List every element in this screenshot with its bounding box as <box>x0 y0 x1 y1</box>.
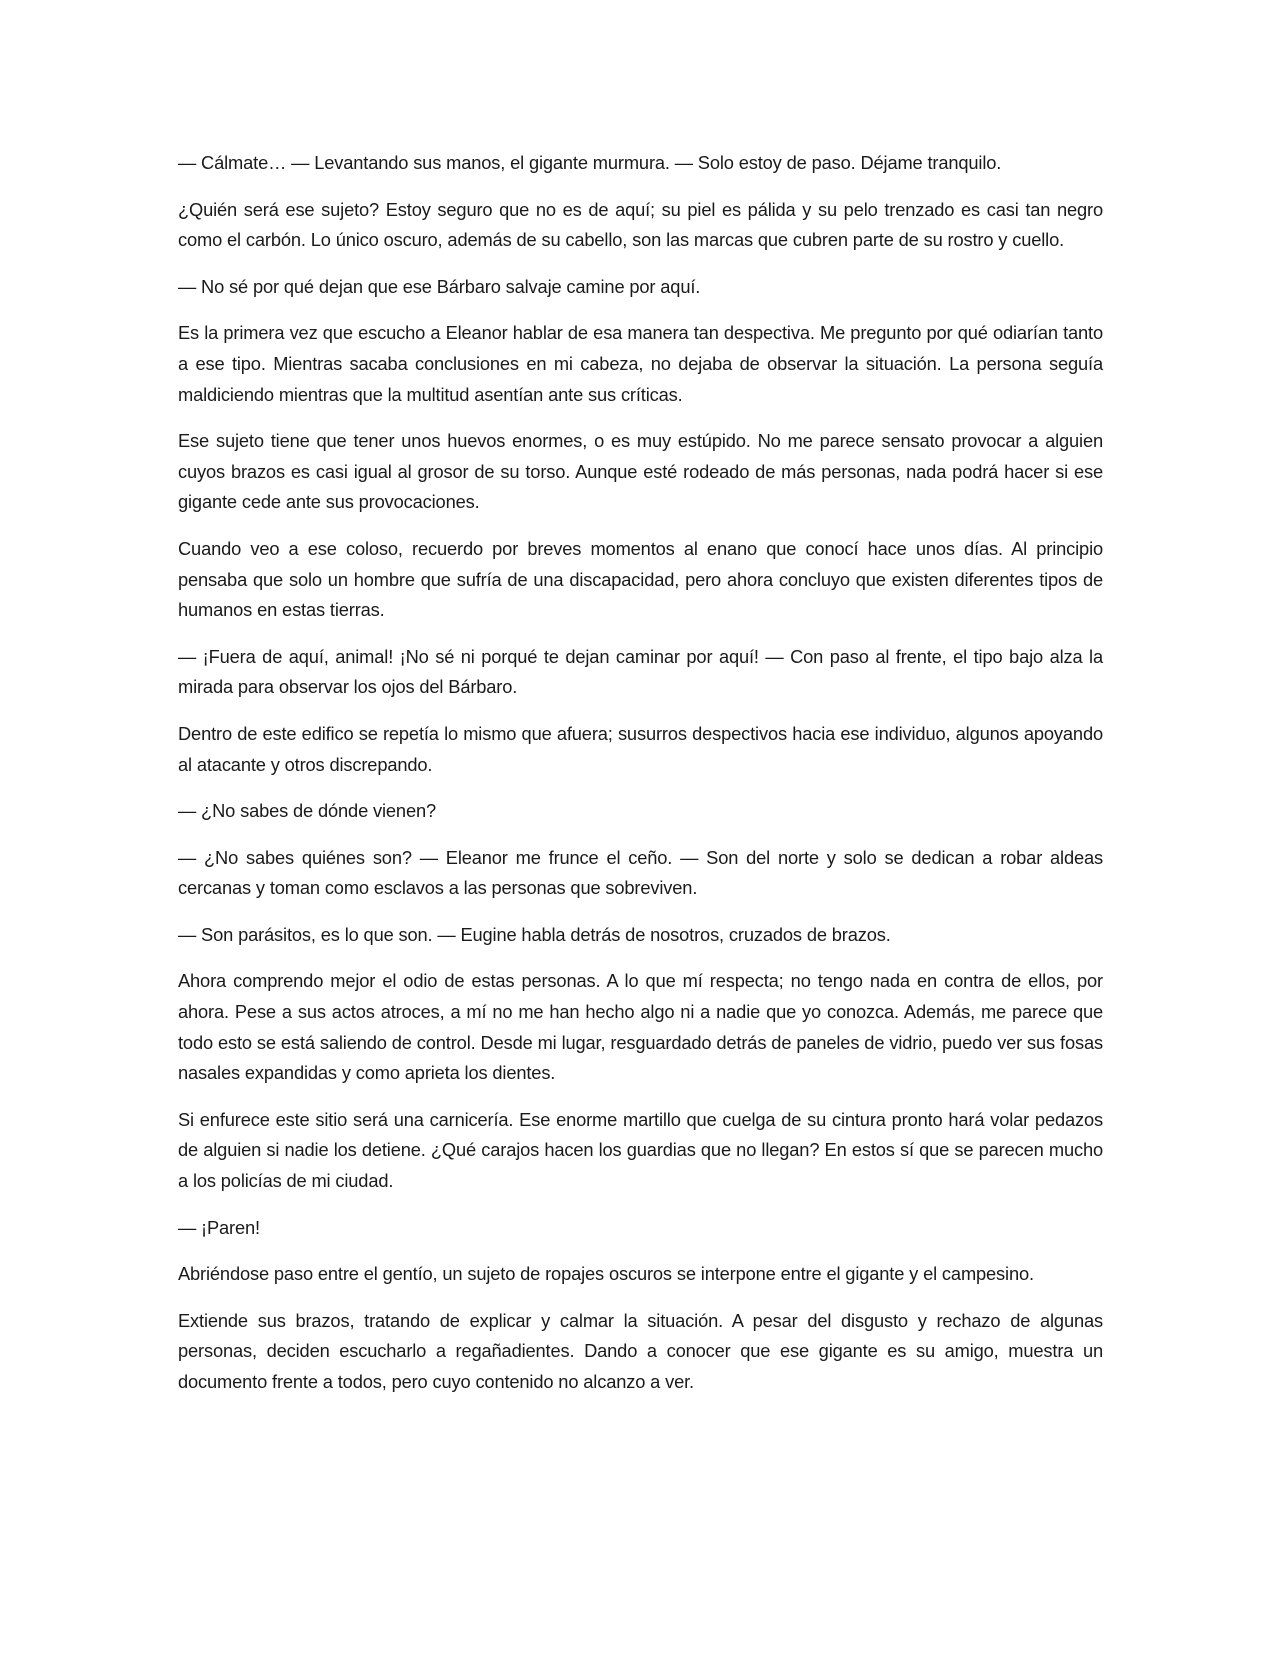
paragraph: — ¿No sabes de dónde vienen? <box>178 800 437 822</box>
paragraph: Ahora comprendo mejor el odio de estas personas. A lo que mí respecta; no tengo nada en contra de ellos, por ahora. Pese a sus actos atroces, a mí no me han hecho algo ni a nadie que yo conozca. Además, me parece que todo esto se está saliendo de control. Desde mi lugar, resguardado detrás de paneles de vidrio, puedo ver sus fosas nasales expandidas y como aprieta los dientes. <box>178 970 1103 1084</box>
paragraph: — ¡Fuera de aquí, animal! ¡No sé ni porqué te dejan caminar por aquí! — Con paso al frente, el tipo bajo alza la mirada para observar los ojos del Bárbaro. <box>178 645 1103 698</box>
paragraph: Es la primera vez que escucho a Eleanor hablar de esa manera tan despectiva. Me pregunto por qué odiarían tanto a ese tipo. Mientras sacaba conclusiones en mi cabeza, no dejaba de observar la situación. La persona seguía maldiciendo mientras que la multitud asentían ante sus críticas. <box>178 322 1103 405</box>
paragraph: Ese sujeto tiene que tener unos huevos enormes, o es muy estúpido. No me parece sensato provocar a alguien cuyos brazos es casi igual al grosor de su torso. Aunque esté rodeado de más personas, nada podrá hacer si ese gigante cede ante sus provocaciones. <box>178 430 1103 513</box>
paragraph: — Cálmate… — Levantando sus manos, el gigante murmura. — Solo estoy de paso. Déjame tranquilo. <box>178 152 1002 173</box>
paragraph: Dentro de este edifico se repetía lo mismo que afuera; susurros despectivos hacia ese individuo, algunos apoyando al atacante y otros discrepando. <box>178 722 1103 775</box>
paragraph: Abriéndose paso entre el gentío, un sujeto de ropajes oscuros se interpone entre el gigante y el campesino. <box>178 1263 1034 1285</box>
paragraph: — ¿No sabes quiénes son? — Eleanor me frunce el ceño. — Son del norte y solo se dedican a robar aldeas cercanas y toman como esclavos a las personas que sobreviven. <box>178 846 1103 899</box>
paragraph: ¿Quién será ese sujeto? Estoy seguro que no es de aquí; su piel es pálida y su pelo trenzado es casi tan negro como el carbón. Lo único oscuro, además de su cabello, son las marcas que cubren parte de su rostro y cuello. <box>178 198 1103 251</box>
paragraph: Cuando veo a ese coloso, recuerdo por breves momentos al enano que conocí hace unos días. Al principio pensaba que solo un hombre que sufría de una discapacidad, pero ahora concluyo que existen diferentes tipos de humanos en estas tierras. <box>178 537 1103 621</box>
paragraph: — No sé por qué dejan que ese Bárbaro salvaje camine por aquí. <box>178 275 701 297</box>
document-page <box>178 148 1103 1414</box>
paragraph: — ¡Paren! <box>178 1216 260 1238</box>
paragraph: Si enfurece este sitio será una carnicería. Ese enorme martillo que cuelga de su cintura pronto hará volar pedazos de alguien si nadie los detiene. ¿Qué carajos hacen los guardias que no llegan? En estos sí que se parecen mucho a los policías de mi ciudad. <box>178 1108 1103 1192</box>
paragraph: — Son parásitos, es lo que son. — Eugine habla detrás de nosotros, cruzados de brazos. <box>178 923 891 945</box>
paragraph: Extiende sus brazos, tratando de explicar y calmar la situación. A pesar del disgusto y rechazo de algunas personas, deciden escucharlo a regañadientes. Dando a conocer que ese gigante es su amigo, muestra un documento frente a todos, pero cuyo contenido no alcanzo a ver. <box>178 1309 1103 1392</box>
